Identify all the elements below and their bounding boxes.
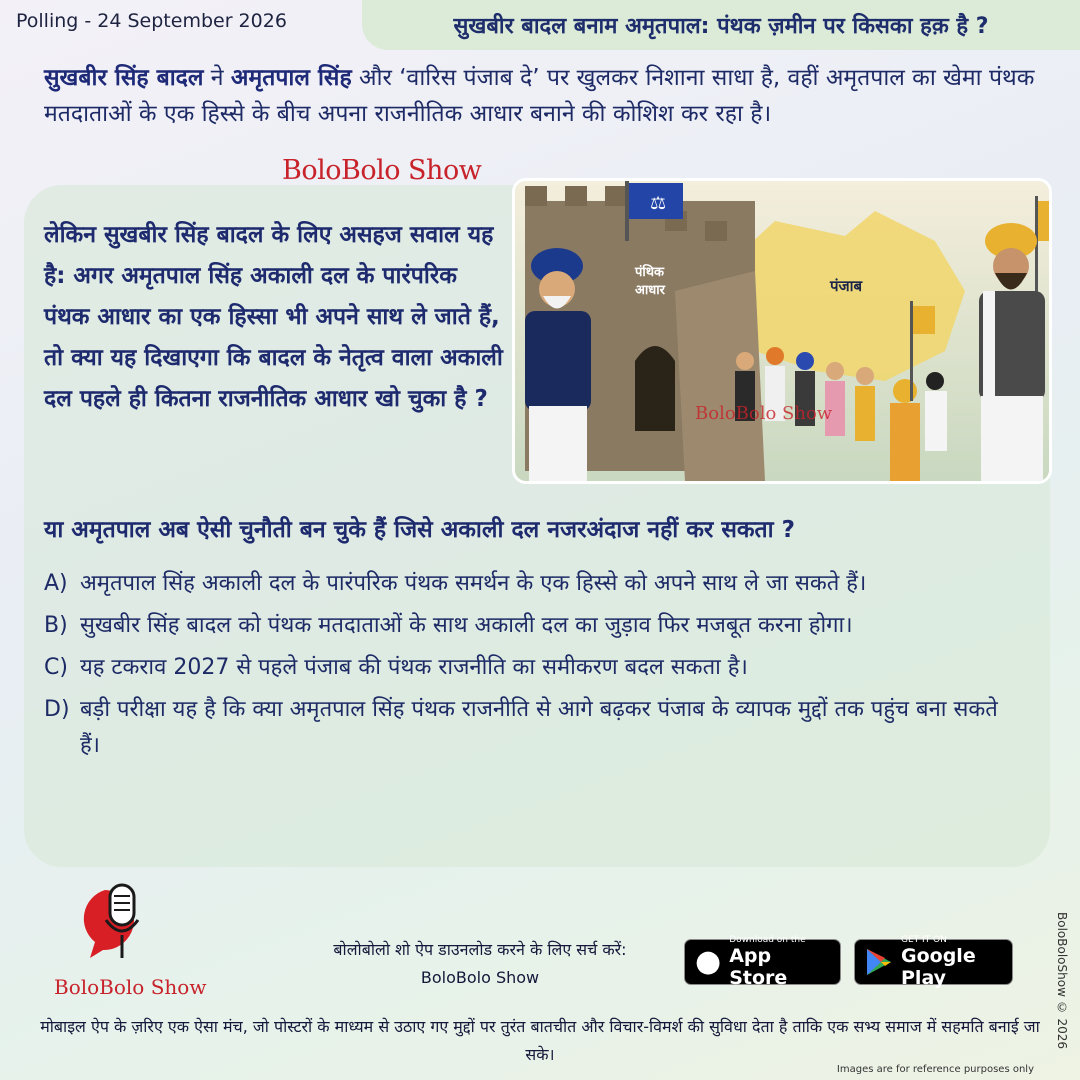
option-text: यह टकराव 2027 से पहले पंजाब की पंथक राजनीति का समीकरण बदल सकता है। <box>80 655 748 680</box>
svg-text:⚖: ⚖ <box>650 193 667 214</box>
footer-description: मोबाइल ऐप के ज़रिए एक ऐसा मंच, जो पोस्टरों के माध्यम से उठाए गए मुद्दों पर तुरंत बातचीत और विचार-विमर्श की सुविधा देता है ताकि एक सभ्य समाज में सहमति बनाई जा सके। <box>40 1017 1040 1064</box>
option-letter: B) <box>44 613 68 638</box>
option-text: बड़ी परीक्षा यह है कि क्या अमृतपाल सिंह पंथक राजनीति से आगे बढ़कर पंजाब के व्यापक मुद्दों तक पहुंच बना सकते हैं। <box>80 697 998 758</box>
google-play-icon <box>865 947 893 977</box>
apple-icon: ● <box>695 944 722 979</box>
fort-label-1: पंथिक <box>635 265 665 280</box>
download-cta-line1: बोलोबोलो शो ऐप डाउनलोड करने के लिए सर्च करें: <box>333 940 627 959</box>
microphone-icon <box>110 885 134 925</box>
main-question: लेकिन सुखबीर सिंह बादल के लिए असहज सवाल यह है: अगर अमृतपाल सिंह अकाली दल के पारंपरिक पंथक आधार का एक हिस्सा भी अपने साथ ले जाते हैं, तो क्या यह दिखाएगा कि बादल के नेतृत्व वाला अकाली दल पहले ही कितना राजनीतिक आधार खो चुका है ? <box>44 222 503 412</box>
logo-brand-text: BoloBolo Show <box>54 975 207 999</box>
app-store-button[interactable] <box>684 935 841 989</box>
poll-option-c[interactable] <box>44 650 1004 686</box>
sub-question: या अमृतपाल अब ऐसी चुनौती बन चुके हैं जिसे अकाली दल नजरअंदाज नहीं कर सकता ? <box>44 517 795 543</box>
disclaimer: Images are for reference purposes only <box>836 1064 1034 1075</box>
map-label: पंजाब <box>830 277 863 295</box>
date-label: Polling - 24 September 2026 <box>16 10 287 32</box>
poll-options <box>44 566 1004 770</box>
option-letter: D) <box>44 697 70 722</box>
app-store-label: App Store <box>729 945 788 989</box>
google-play-small-label: GET IT ON <box>901 935 947 945</box>
download-cta <box>290 936 670 992</box>
intro-name-amritpal: अमृतपाल सिंह <box>230 65 352 91</box>
google-play-button[interactable] <box>854 935 1013 989</box>
poll-option-a[interactable] <box>44 566 1004 602</box>
poll-option-d[interactable] <box>44 692 1004 764</box>
page-title: सुखबीर बादल बनाम अमृतपाल: पंथक ज़मीन पर किसका हक़ है ? <box>362 0 1080 50</box>
brand-watermark-text: BoloBolo Show <box>282 155 482 186</box>
illustration-watermark: BoloBolo Show <box>695 403 833 424</box>
copyright: BoloBoloShow © 2026 <box>1055 912 1069 1050</box>
intro-paragraph <box>44 60 1044 132</box>
option-text: सुखबीर सिंह बादल को पंथक मतदाताओं के साथ अकाली दल का जुड़ाव फिर मजबूत करना होगा। <box>80 613 853 638</box>
option-letter: A) <box>44 571 68 596</box>
intro-name-sukhbir: सुखबीर सिंह बादल <box>44 65 204 91</box>
option-letter: C) <box>44 655 68 680</box>
intro-text-1: ने <box>203 65 231 91</box>
poll-option-b[interactable] <box>44 608 1004 644</box>
illustration-image <box>512 178 1052 484</box>
app-store-small-label: Download on the <box>729 935 806 945</box>
download-cta-line2: BoloBolo Show <box>420 968 540 987</box>
fort-label-2: आधार <box>635 283 665 298</box>
intro-text-2: और ‘वारिस पंजाब दे’ पर खुलकर निशाना साधा है, वहीं अमृतपाल का खेमा पंथक मतदाताओं के एक हिस्से के बीच अपना राजनीतिक आधार बनाने की कोशिश कर रहा है। <box>44 65 1035 127</box>
option-text: अमृतपाल सिंह अकाली दल के पारंपरिक पंथक समर्थन के एक हिस्से को अपने साथ ले जा सकते हैं। <box>80 571 867 596</box>
google-play-label: Google Play <box>901 945 976 989</box>
